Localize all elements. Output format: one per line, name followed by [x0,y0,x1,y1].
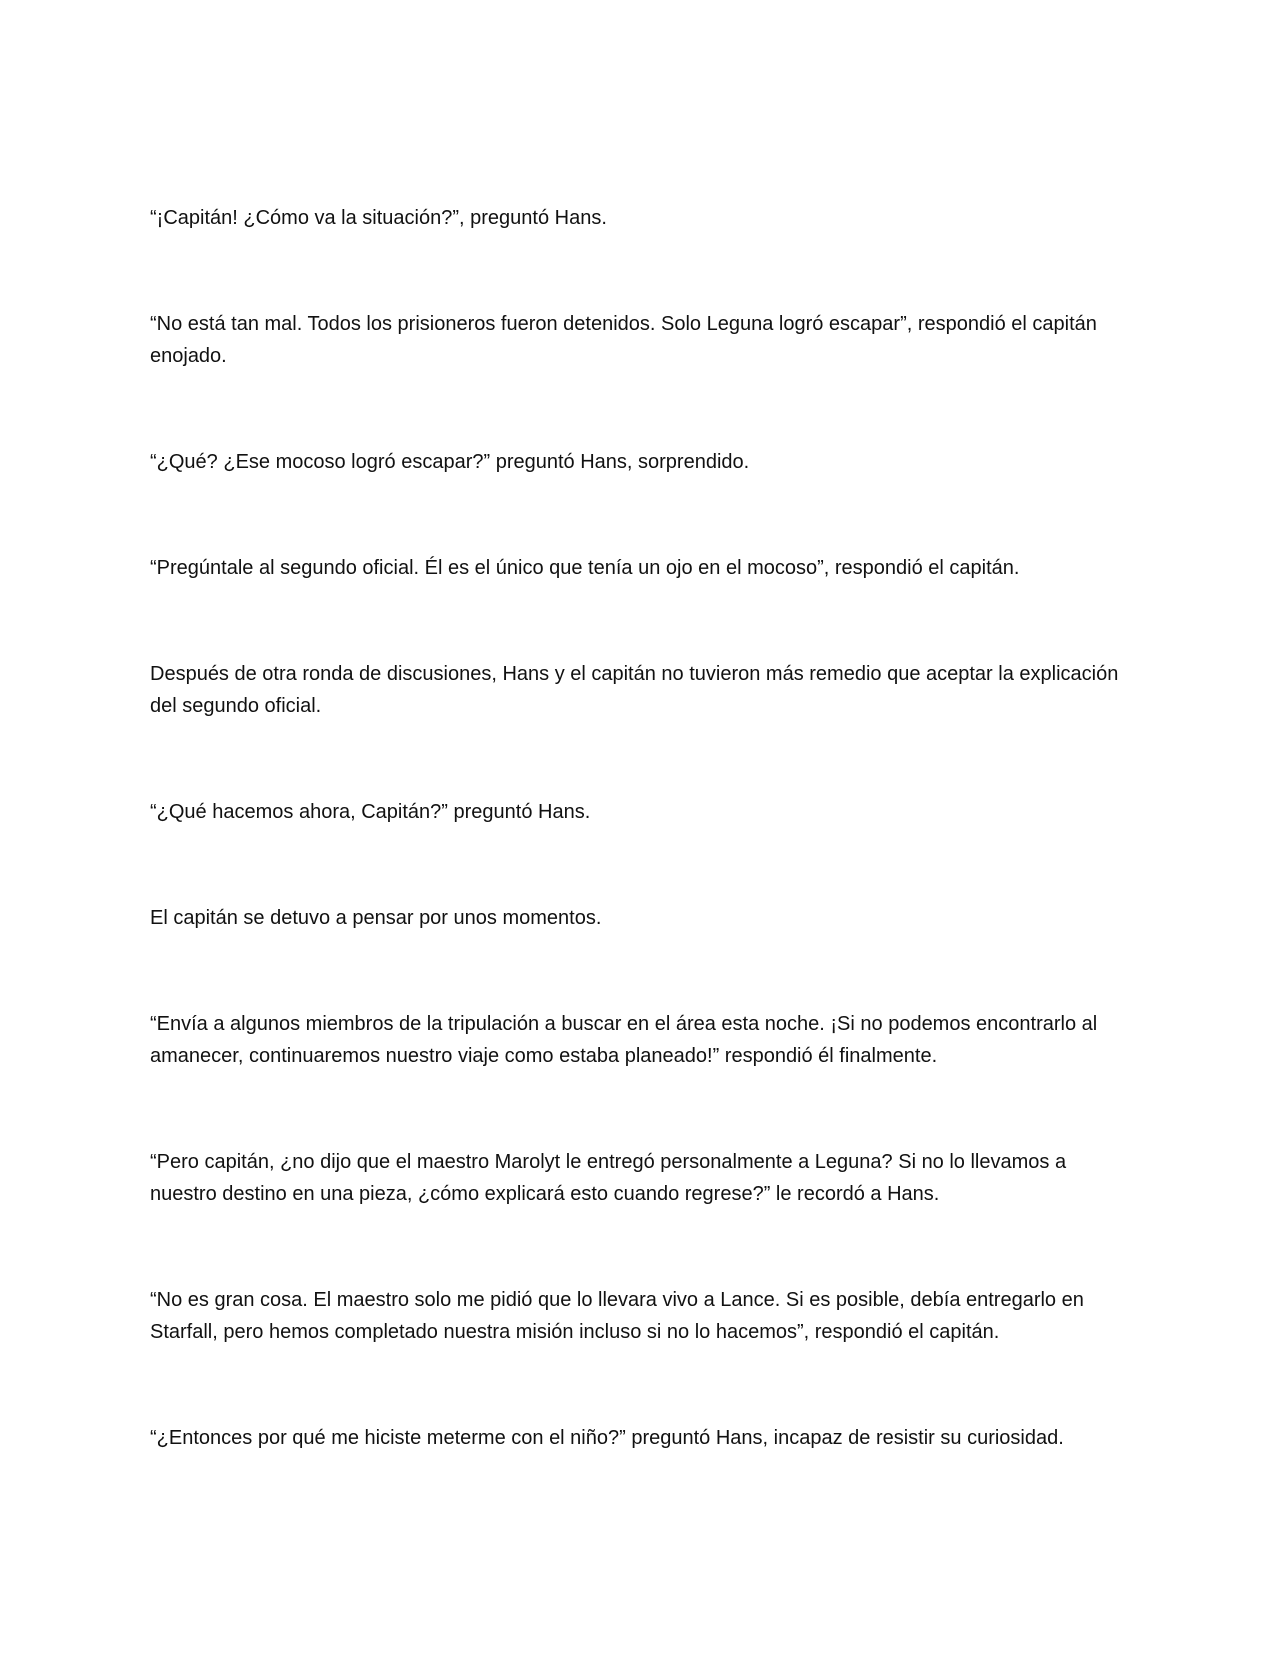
paragraph-5: Después de otra ronda de discusiones, Hans y el capitán no tuvieron más remedio que aceptar la explicación del segundo oficial. [150,663,1119,717]
paragraph-3: “¿Qué? ¿Ese mocoso logró escapar?” preguntó Hans, sorprendido. [150,451,750,473]
paragraph-7: El capitán se detuvo a pensar por unos momentos. [150,907,602,929]
paragraph-11: “¿Entonces por qué me hiciste meterme con el niño?” preguntó Hans, incapaz de resistir su curiosidad. [150,1427,1064,1449]
paragraph-9: “Pero capitán, ¿no dijo que el maestro Marolyt le entregó personalmente a Leguna? Si no lo llevamos a nuestro destino en una pieza, ¿cómo explicará esto cuando regrese?” le recordó a Hans. [150,1151,1067,1205]
paragraph-1: “¡Capitán! ¿Cómo va la situación?”, preguntó Hans. [150,207,607,229]
paragraph-8: “Envía a algunos miembros de la tripulación a buscar en el área esta noche. ¡Si no podemos encontrarlo al amanecer, continuaremos nuestro viaje como estaba planeado!” respondió él finalmente. [150,1013,1098,1067]
paragraph-4: “Pregúntale al segundo oficial. Él es el único que tenía un ojo en el mocoso”, respondió el capitán. [150,557,1020,579]
paragraph-10: “No es gran cosa. El maestro solo me pidió que lo llevara vivo a Lance. Si es posible, debía entregarlo en Starfall, pero hemos completado nuestra misión incluso si no lo hacemos”, respondió el capitán. [150,1289,1084,1343]
paragraph-2: “No está tan mal. Todos los prisioneros fueron detenidos. Solo Leguna logró escapar”, respondió el capitán enojado. [150,313,1097,367]
paragraph-6: “¿Qué hacemos ahora, Capitán?” preguntó Hans. [150,801,591,823]
